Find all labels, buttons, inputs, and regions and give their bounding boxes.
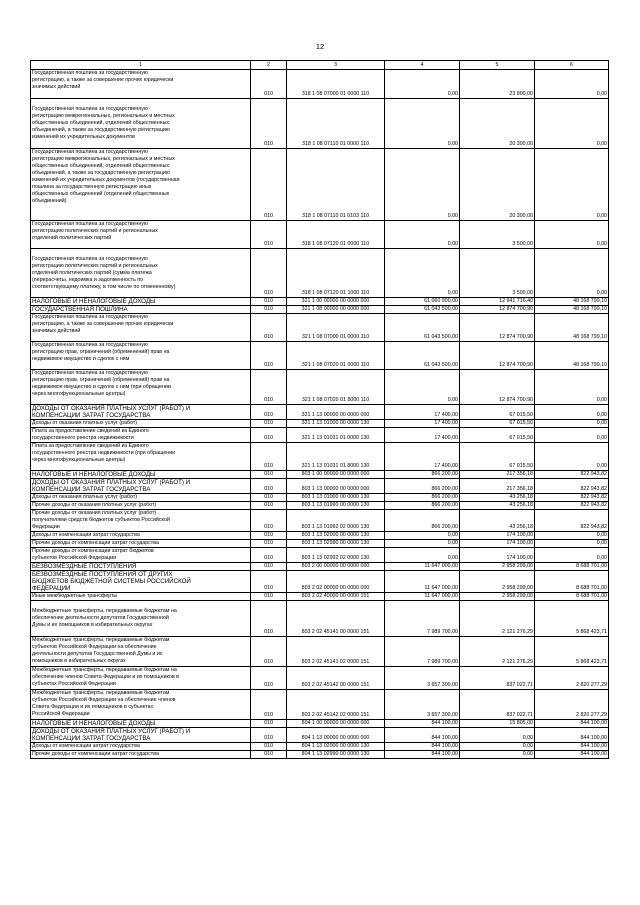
row-unexecuted-amount-cell: 8 688 701,00 — [535, 571, 609, 593]
table-row — [31, 563, 609, 571]
row-classification-code-cell: 803 1 13 01992 02 0000 130 — [287, 510, 385, 532]
table-row — [31, 249, 609, 298]
table-row — [31, 601, 609, 637]
row-line-code-cell: 010 — [251, 601, 287, 637]
row-name-cell: Межбюджетные трансферты, передаваемые бюджетам на обеспечение членов Совета Федерации и их помощников в субъектах Российской Федерации — [31, 667, 251, 690]
row-unexecuted-amount-cell: 0,00 — [535, 249, 609, 298]
row-executed-amount-cell: 837 022,71 — [460, 690, 535, 720]
row-unexecuted-amount-cell: 2 820 277,29 — [535, 690, 609, 720]
table-row — [31, 720, 609, 728]
row-unexecuted-amount-cell: 822 943,82 — [535, 510, 609, 532]
row-classification-code-cell: 804 1 13 02990 00 0000 130 — [287, 751, 385, 759]
row-classification-code-cell: 803 1 13 00000 00 0000 000 — [287, 479, 385, 494]
row-line-code-cell: 010 — [251, 405, 287, 420]
row-name-cell: Доходы от компенсации затрат государства — [31, 743, 251, 751]
row-name-cell: Государственная пошлина за государственную регистрацию прав, ограничений (обременений) прав на недвижимое имущество и сделок с ним (при обращении через многофункциональные центры) — [31, 370, 251, 405]
row-unexecuted-amount-cell: 8 688 701,00 — [535, 563, 609, 571]
row-name-cell: Плата за предоставление сведений из Единого государственного реестра недвижимости — [31, 428, 251, 443]
row-name-cell: Прочие доходы от оказания платных услуг (работ) — [31, 502, 251, 510]
row-executed-amount-cell: 217 356,18 — [460, 471, 535, 479]
row-unexecuted-amount-cell: 0,00 — [535, 99, 609, 149]
row-classification-code-cell: 804 1 13 02000 00 0000 130 — [287, 743, 385, 751]
row-executed-amount-cell: 3 500,00 — [460, 221, 535, 249]
row-line-code-cell: 010 — [251, 249, 287, 298]
row-approved-amount-cell: 3 657 300,00 — [385, 667, 460, 690]
row-executed-amount-cell: 67 015,50 — [460, 428, 535, 443]
row-line-code-cell: 010 — [251, 428, 287, 443]
row-classification-code-cell: 803 1 13 01000 00 0000 130 — [287, 494, 385, 502]
row-approved-amount-cell: 866 200,00 — [385, 471, 460, 479]
table-row — [31, 548, 609, 563]
row-executed-amount-cell: 67 015,50 — [460, 443, 535, 471]
row-executed-amount-cell: 217 356,18 — [460, 479, 535, 494]
row-line-code-cell: 010 — [251, 743, 287, 751]
row-unexecuted-amount-cell: 0,00 — [535, 540, 609, 548]
column-header: 4 — [385, 61, 460, 70]
row-executed-amount-cell: 2 958 299,00 — [460, 563, 535, 571]
row-executed-amount-cell: 3 500,00 — [460, 249, 535, 298]
row-unexecuted-amount-cell: 844 100,00 — [535, 720, 609, 728]
row-line-code-cell: 010 — [251, 479, 287, 494]
row-approved-amount-cell: 0,00 — [385, 532, 460, 540]
row-executed-amount-cell: 2 121 276,29 — [460, 637, 535, 667]
row-unexecuted-amount-cell: 0,00 — [535, 420, 609, 428]
table-row — [31, 571, 609, 593]
row-line-code-cell: 010 — [251, 690, 287, 720]
row-approved-amount-cell: 0,00 — [385, 70, 460, 99]
row-approved-amount-cell: 0,00 — [385, 540, 460, 548]
row-name-cell: Государственная пошлина за государственную регистрацию политических партий и региональных отделений политических партий (сумма платежа (перерасчеты, недоимка и задолженность по соответствующему платежу, в том числе по отмененному) — [31, 249, 251, 298]
row-classification-code-cell: 321 1 13 01031 01 0000 130 — [287, 428, 385, 443]
row-name-cell: Государственная пошлина за государственную регистрацию прав, ограничений (обременений) прав на недвижимое имущество и сделок с ним — [31, 342, 251, 370]
row-executed-amount-cell: 837 022,71 — [460, 667, 535, 690]
row-executed-amount-cell: 67 015,50 — [460, 405, 535, 420]
row-approved-amount-cell: 3 657 300,00 — [385, 690, 460, 720]
row-line-code-cell: 010 — [251, 510, 287, 532]
table-row — [31, 667, 609, 690]
row-classification-code-cell: 803 2 02 40000 00 0000 151 — [287, 593, 385, 601]
row-approved-amount-cell: 17 400,00 — [385, 428, 460, 443]
table-row — [31, 149, 609, 221]
row-unexecuted-amount-cell: 0,00 — [535, 548, 609, 563]
row-classification-code-cell: 321 1 13 00000 00 0000 000 — [287, 405, 385, 420]
row-line-code-cell: 010 — [251, 637, 287, 667]
row-executed-amount-cell: 20 300,00 — [460, 149, 535, 221]
row-classification-code-cell: 804 1 13 00000 00 0000 000 — [287, 728, 385, 743]
row-executed-amount-cell: 15 805,00 — [460, 720, 535, 728]
row-line-code-cell: 010 — [251, 667, 287, 690]
row-approved-amount-cell: 61 043 500,00 — [385, 342, 460, 370]
row-approved-amount-cell: 0,00 — [385, 249, 460, 298]
row-approved-amount-cell: 844 100,00 — [385, 751, 460, 759]
row-unexecuted-amount-cell: 0,00 — [535, 405, 609, 420]
row-executed-amount-cell: 174 100,00 — [460, 548, 535, 563]
row-executed-amount-cell: 23 800,00 — [460, 70, 535, 99]
row-approved-amount-cell: 17 400,00 — [385, 405, 460, 420]
row-approved-amount-cell: 844 100,00 — [385, 720, 460, 728]
row-classification-code-cell: 321 1 08 07000 01 0000 110 — [287, 314, 385, 342]
row-classification-code-cell: 321 1 00 00000 00 0000 000 — [287, 298, 385, 306]
row-executed-amount-cell: 2 958 299,00 — [460, 571, 535, 593]
table-row — [31, 510, 609, 532]
row-approved-amount-cell: 11 647 000,00 — [385, 571, 460, 593]
row-unexecuted-amount-cell: 822 943,82 — [535, 471, 609, 479]
row-classification-code-cell: 318 1 08 07120 01 0000 110 — [287, 221, 385, 249]
column-header: 5 — [460, 61, 535, 70]
table-row — [31, 637, 609, 667]
table-row — [31, 420, 609, 428]
row-name-cell: ДОХОДЫ ОТ ОКАЗАНИЯ ПЛАТНЫХ УСЛУГ (РАБОТ) И КОМПЕНСАЦИИ ЗАТРАТ ГОСУДАРСТВА — [31, 479, 251, 494]
row-classification-code-cell: 803 1 00 00000 00 0000 000 — [287, 471, 385, 479]
row-classification-code-cell: 803 2 02 45141 02 0000 151 — [287, 637, 385, 667]
row-name-cell: Государственная пошлина за государственную регистрацию межрегиональных, региональных и местных общественных объединений, отделений общественных объединений, а также за государственную регистрацию изменений их учредительных документов (государственная пошлина за государственную регистрацию иных общественных объединений (отделений общественных объединений) — [31, 149, 251, 221]
row-name-cell: Прочие доходы от оказания платных услуг (работ) получателями средств бюджетов субъектов Российской Федерации — [31, 510, 251, 532]
table-row — [31, 502, 609, 510]
table-header-row — [31, 61, 609, 70]
row-classification-code-cell: 803 1 13 01990 00 0000 130 — [287, 502, 385, 510]
row-executed-amount-cell: 12 941 716,40 — [460, 298, 535, 306]
row-approved-amount-cell: 866 200,00 — [385, 510, 460, 532]
row-name-cell: Доходы от компенсации затрат государства — [31, 532, 251, 540]
row-unexecuted-amount-cell: 2 820 277,29 — [535, 667, 609, 690]
row-approved-amount-cell: 17 400,00 — [385, 443, 460, 471]
row-approved-amount-cell: 866 200,00 — [385, 479, 460, 494]
row-name-cell: Прочие доходы от компенсации затрат государства — [31, 751, 251, 759]
column-header: 6 — [535, 61, 609, 70]
row-unexecuted-amount-cell: 48 168 799,10 — [535, 298, 609, 306]
table-row — [31, 443, 609, 471]
row-executed-amount-cell: 0,00 — [460, 751, 535, 759]
row-classification-code-cell: 318 1 08 07120 01 1000 110 — [287, 249, 385, 298]
row-classification-code-cell: 321 1 08 07020 01 0000 110 — [287, 342, 385, 370]
row-approved-amount-cell: 11 647 000,00 — [385, 593, 460, 601]
row-classification-code-cell: 803 1 13 02000 00 0000 130 — [287, 532, 385, 540]
row-executed-amount-cell: 12 874 700,90 — [460, 306, 535, 314]
row-approved-amount-cell: 61 060 900,00 — [385, 298, 460, 306]
row-unexecuted-amount-cell: 0,00 — [535, 370, 609, 405]
row-unexecuted-amount-cell: 0,00 — [535, 70, 609, 99]
row-line-code-cell: 010 — [251, 494, 287, 502]
table-row — [31, 751, 609, 759]
row-approved-amount-cell: 11 647 000,00 — [385, 563, 460, 571]
row-executed-amount-cell: 43 256,18 — [460, 494, 535, 502]
row-unexecuted-amount-cell: 0,00 — [535, 428, 609, 443]
row-approved-amount-cell: 7 989 700,00 — [385, 601, 460, 637]
row-line-code-cell: 010 — [251, 502, 287, 510]
row-line-code-cell: 010 — [251, 314, 287, 342]
row-executed-amount-cell: 174 100,00 — [460, 540, 535, 548]
row-unexecuted-amount-cell: 822 943,82 — [535, 502, 609, 510]
row-name-cell: БЕЗВОЗМЕЗДНЫЕ ПОСТУПЛЕНИЯ — [31, 563, 251, 571]
row-approved-amount-cell: 0,00 — [385, 149, 460, 221]
table-row — [31, 370, 609, 405]
row-name-cell: ГОСУДАРСТВЕННАЯ ПОШЛИНА — [31, 306, 251, 314]
row-unexecuted-amount-cell: 5 868 423,71 — [535, 601, 609, 637]
table-row — [31, 428, 609, 443]
row-executed-amount-cell: 43 256,18 — [460, 502, 535, 510]
row-line-code-cell: 010 — [251, 571, 287, 593]
row-line-code-cell: 010 — [251, 548, 287, 563]
row-unexecuted-amount-cell: 0,00 — [535, 443, 609, 471]
row-name-cell: Доходы от оказания платных услуг (работ) — [31, 420, 251, 428]
row-approved-amount-cell: 866 200,00 — [385, 502, 460, 510]
row-line-code-cell: 010 — [251, 593, 287, 601]
row-name-cell: Государственная пошлина за государственную регистрацию политических партий и региональных отделений политических партий — [31, 221, 251, 249]
row-unexecuted-amount-cell: 0,00 — [535, 532, 609, 540]
column-header: 3 — [287, 61, 385, 70]
row-unexecuted-amount-cell: 48 168 799,10 — [535, 314, 609, 342]
row-name-cell: Государственная пошлина за государственную регистрацию, а также за совершение прочих юридически значимых действий — [31, 70, 251, 99]
row-name-cell: ДОХОДЫ ОТ ОКАЗАНИЯ ПЛАТНЫХ УСЛУГ (РАБОТ) И КОМПЕНСАЦИИ ЗАТРАТ ГОСУДАРСТВА — [31, 405, 251, 420]
row-approved-amount-cell: 866 200,00 — [385, 494, 460, 502]
row-classification-code-cell: 321 1 13 01000 00 0000 130 — [287, 420, 385, 428]
row-approved-amount-cell: 844 100,00 — [385, 743, 460, 751]
row-line-code-cell: 010 — [251, 221, 287, 249]
table-row — [31, 593, 609, 601]
row-line-code-cell: 010 — [251, 342, 287, 370]
page-number: 12 — [315, 42, 325, 51]
row-name-cell: Государственная пошлина за государственную регистрацию, а также за совершение прочих юридически значимых действий — [31, 314, 251, 342]
row-classification-code-cell: 318 1 08 07110 01 0000 110 — [287, 99, 385, 149]
row-classification-code-cell: 321 1 08 07020 01 8000 110 — [287, 370, 385, 405]
table-row — [31, 540, 609, 548]
row-classification-code-cell: 803 2 02 45142 02 0000 151 — [287, 690, 385, 720]
table-row — [31, 342, 609, 370]
row-unexecuted-amount-cell: 822 943,82 — [535, 479, 609, 494]
row-line-code-cell: 010 — [251, 563, 287, 571]
table-row — [31, 221, 609, 249]
row-approved-amount-cell: 61 043 500,00 — [385, 306, 460, 314]
row-name-cell: Межбюджетные трансферты, передаваемые бюджетам субъектов Российской Федерации на обеспечение членов Совета Федерации и их помощников в субъектах Российской Федерации — [31, 690, 251, 720]
row-classification-code-cell: 321 1 08 00000 00 0000 000 — [287, 306, 385, 314]
row-name-cell: БЕЗВОЗМЕЗДНЫЕ ПОСТУПЛЕНИЯ ОТ ДРУГИХ БЮДЖЕТОВ БЮДЖЕТНОЙ СИСТЕМЫ РОССИЙСКОЙ ФЕДЕРАЦИИ — [31, 571, 251, 593]
row-unexecuted-amount-cell: 822 943,82 — [535, 494, 609, 502]
row-classification-code-cell: 803 1 13 02990 00 0000 130 — [287, 540, 385, 548]
row-line-code-cell: 010 — [251, 751, 287, 759]
row-executed-amount-cell: 2 958 299,00 — [460, 593, 535, 601]
row-name-cell: Плата за предоставление сведений из Единого государственного реестра недвижимости (при обращении через многофункциональные центры) — [31, 443, 251, 471]
row-executed-amount-cell: 43 256,18 — [460, 510, 535, 532]
table-row — [31, 532, 609, 540]
table-row — [31, 298, 609, 306]
row-executed-amount-cell: 2 121 276,29 — [460, 601, 535, 637]
row-name-cell: НАЛОГОВЫЕ И НЕНАЛОГОВЫЕ ДОХОДЫ — [31, 720, 251, 728]
row-name-cell: Государственная пошлина за государственную регистрацию межрегиональных, региональных и местных общественных объединений, отделений общественных объединений, а также за государственную регистрацию изменений их учредительных документов — [31, 99, 251, 149]
row-line-code-cell: 010 — [251, 540, 287, 548]
table-row — [31, 479, 609, 494]
row-approved-amount-cell: 0,00 — [385, 548, 460, 563]
row-line-code-cell: 010 — [251, 720, 287, 728]
row-unexecuted-amount-cell: 844 100,00 — [535, 728, 609, 743]
row-approved-amount-cell: 0,00 — [385, 370, 460, 405]
table-row — [31, 728, 609, 743]
table-row — [31, 690, 609, 720]
row-unexecuted-amount-cell: 8 688 701,00 — [535, 593, 609, 601]
revenue-table — [30, 60, 609, 759]
row-line-code-cell: 010 — [251, 370, 287, 405]
row-unexecuted-amount-cell: 0,00 — [535, 221, 609, 249]
table-row — [31, 405, 609, 420]
row-classification-code-cell: 803 1 13 02992 02 0000 130 — [287, 548, 385, 563]
row-executed-amount-cell: 20 300,00 — [460, 99, 535, 149]
row-line-code-cell: 010 — [251, 471, 287, 479]
row-executed-amount-cell: 67 015,50 — [460, 420, 535, 428]
row-approved-amount-cell: 0,00 — [385, 221, 460, 249]
row-approved-amount-cell: 61 043 500,00 — [385, 314, 460, 342]
row-name-cell: Иные межбюджетные трансферты — [31, 593, 251, 601]
row-executed-amount-cell: 12 874 700,90 — [460, 314, 535, 342]
row-classification-code-cell: 803 2 00 00000 00 0000 000 — [287, 563, 385, 571]
row-name-cell: Межбюджетные трансферты, передаваемые бюджетам на обеспечение деятельности депутатов Государственной Думы и их помощников в избирательных округах — [31, 601, 251, 637]
row-line-code-cell: 010 — [251, 149, 287, 221]
row-classification-code-cell: 803 2 02 45141 00 0000 151 — [287, 601, 385, 637]
row-unexecuted-amount-cell: 5 868 423,71 — [535, 637, 609, 667]
row-line-code-cell: 010 — [251, 532, 287, 540]
row-unexecuted-amount-cell: 48 168 799,10 — [535, 306, 609, 314]
row-executed-amount-cell: 12 874 700,90 — [460, 342, 535, 370]
table-row — [31, 743, 609, 751]
row-classification-code-cell: 803 2 02 00000 00 0000 000 — [287, 571, 385, 593]
row-name-cell: НАЛОГОВЫЕ И НЕНАЛОГОВЫЕ ДОХОДЫ — [31, 471, 251, 479]
row-name-cell: ДОХОДЫ ОТ ОКАЗАНИЯ ПЛАТНЫХ УСЛУГ (РАБОТ) И КОМПЕНСАЦИИ ЗАТРАТ ГОСУДАРСТВА — [31, 728, 251, 743]
row-approved-amount-cell: 17 400,00 — [385, 420, 460, 428]
table-row — [31, 471, 609, 479]
table-row — [31, 494, 609, 502]
table-row — [31, 306, 609, 314]
row-name-cell: Прочие доходы от компенсации затрат бюджетов субъектов Российской Федерации — [31, 548, 251, 563]
row-approved-amount-cell: 844 100,00 — [385, 728, 460, 743]
row-unexecuted-amount-cell: 844 100,00 — [535, 751, 609, 759]
row-classification-code-cell: 318 1 08 07110 01 0103 110 — [287, 149, 385, 221]
row-executed-amount-cell: 0,00 — [460, 728, 535, 743]
row-classification-code-cell: 318 1 08 07000 01 0000 110 — [287, 70, 385, 99]
row-unexecuted-amount-cell: 0,00 — [535, 149, 609, 221]
column-header: 1 — [31, 61, 251, 70]
row-executed-amount-cell: 0,00 — [460, 743, 535, 751]
table-row — [31, 70, 609, 99]
row-approved-amount-cell: 0,00 — [385, 99, 460, 149]
row-executed-amount-cell: 12 874 700,90 — [460, 370, 535, 405]
row-line-code-cell: 010 — [251, 306, 287, 314]
row-name-cell: Межбюджетные трансферты, передаваемые бюджетам субъектов Российской Федерации на обеспечение деятельности депутатов Государственной Думы и их помощников в избирательных округах — [31, 637, 251, 667]
row-name-cell: НАЛОГОВЫЕ И НЕНАЛОГОВЫЕ ДОХОДЫ — [31, 298, 251, 306]
row-line-code-cell: 010 — [251, 420, 287, 428]
row-line-code-cell: 010 — [251, 70, 287, 99]
row-line-code-cell: 010 — [251, 443, 287, 471]
row-executed-amount-cell: 174 100,00 — [460, 532, 535, 540]
row-line-code-cell: 010 — [251, 99, 287, 149]
column-header: 2 — [251, 61, 287, 70]
table-row — [31, 314, 609, 342]
row-name-cell: Прочие доходы от компенсации затрат государства — [31, 540, 251, 548]
row-unexecuted-amount-cell: 844 100,00 — [535, 743, 609, 751]
row-classification-code-cell: 803 2 02 45142 00 0000 151 — [287, 667, 385, 690]
row-name-cell: Доходы от оказания платных услуг (работ) — [31, 494, 251, 502]
row-approved-amount-cell: 7 989 700,00 — [385, 637, 460, 667]
row-line-code-cell: 010 — [251, 298, 287, 306]
row-classification-code-cell: 804 1 00 00000 00 0000 000 — [287, 720, 385, 728]
table-row — [31, 99, 609, 149]
row-classification-code-cell: 321 1 13 01031 01 8000 130 — [287, 443, 385, 471]
row-unexecuted-amount-cell: 48 168 799,10 — [535, 342, 609, 370]
row-line-code-cell: 010 — [251, 728, 287, 743]
